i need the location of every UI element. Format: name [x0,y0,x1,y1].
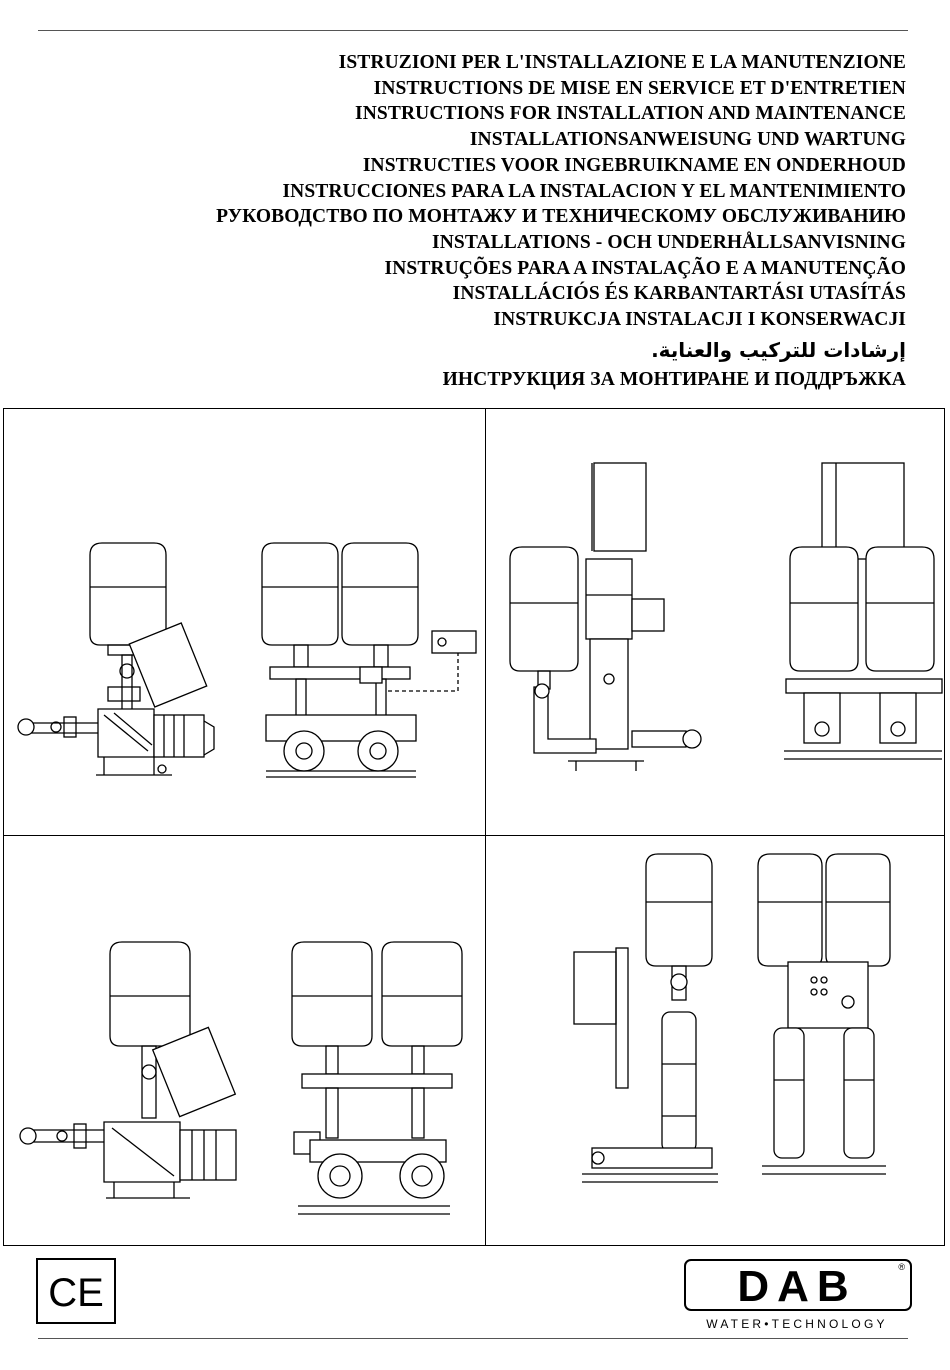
expansion-tank [110,942,190,1046]
pump-head [358,731,398,771]
brand-name: DAB [737,1262,857,1311]
title-block [216,50,906,392]
pump-column [590,639,628,749]
pump-head [284,731,324,771]
bottom-rule [38,1338,908,1339]
title-hu: INSTALLÁCIÓS ÉS KARBANTARTÁSI UTASÍTÁS [452,283,906,305]
title-fr: INSTRUCTIONS DE MISE EN SERVICE ET D'ENTRETIEN [373,77,906,99]
expansion-tank [646,854,712,966]
twin-submersible-unit [758,854,890,1174]
expansion-tank [826,854,890,966]
figure-grid [3,408,945,1246]
expansion-tank [382,942,462,1046]
single-pump-unit [20,942,236,1198]
single-vertical-unit [510,463,701,771]
title-en: INSTRUCTIONS FOR INSTALLATION AND MAINTENANCE [355,103,906,125]
pump-head [318,1154,362,1198]
title-bg: ИНСТРУКЦИЯ ЗА МОНТИРАНЕ И ПОДДРЪЖКА [442,368,906,390]
title-pt: INSTRUÇÕES PARA A INSTALAÇÃO E A MANUTENÇÃO [384,257,906,279]
ce-mark [36,1258,116,1324]
brand-tagline: WATER•TECHNOLOGY [706,1317,888,1331]
figure-horizontal-pumps-top [4,409,486,836]
control-box [822,463,904,559]
pump-head [400,1154,444,1198]
expansion-tank [790,547,858,671]
expansion-tank [510,547,578,671]
expansion-tank [758,854,822,966]
expansion-tank [292,942,372,1046]
motor [180,1130,236,1180]
expansion-tank [866,547,934,671]
svg-text:CE: CE [48,1271,104,1315]
single-pump-unit [18,543,214,775]
pump-column [774,1028,804,1158]
dab-logo [683,1258,915,1338]
pump-column [662,1012,696,1152]
expansion-tank [90,543,166,645]
single-submersible-unit [574,854,718,1182]
figure-submersible-pumps-bottom [486,836,944,1245]
figure-vertical-pumps-top [486,409,944,836]
control-box [574,952,616,1024]
title-ru: РУКОВОДСТВО ПО МОНТАЖУ И ТЕХНИЧЕСКОМУ ОБСЛУЖИВАНИЮ [216,206,906,228]
title-it: ISTRUZIONI PER L'INSTALLAZIONE E LA MANUTENZIONE [338,52,906,73]
title-sv: INSTALLATIONS - OCH UNDERHÅLLSANVISNING [432,231,906,253]
title-ar: إرشادات للتركيب والعناية. [651,337,906,362]
expansion-tank [342,543,418,645]
figure-horizontal-pumps-bottom [4,836,486,1245]
title-de: INSTALLATIONSANWEISUNG UND WARTUNG [469,129,906,151]
title-pl: INSTRUKCJA INSTALACJI I KONSERWACJI [493,309,906,331]
pump-column [844,1028,874,1158]
title-es: INSTRUCCIONES PARA LA INSTALACION Y EL MANTENIMIENTO [282,180,906,202]
registered-mark: ® [898,1262,905,1272]
expansion-tank [262,543,338,645]
dab-logo-icon [683,1258,915,1338]
twin-pump-unit [292,942,462,1214]
control-panel [788,962,868,1028]
title-nl: INSTRUCTIES VOOR INGEBRUIKNAME EN ONDERHOUD [362,154,906,176]
top-rule [38,30,908,31]
control-box [594,463,646,551]
ce-mark-icon [38,1260,114,1322]
twin-pump-unit [262,543,476,777]
twin-vertical-unit [784,463,942,759]
motor [154,715,204,757]
